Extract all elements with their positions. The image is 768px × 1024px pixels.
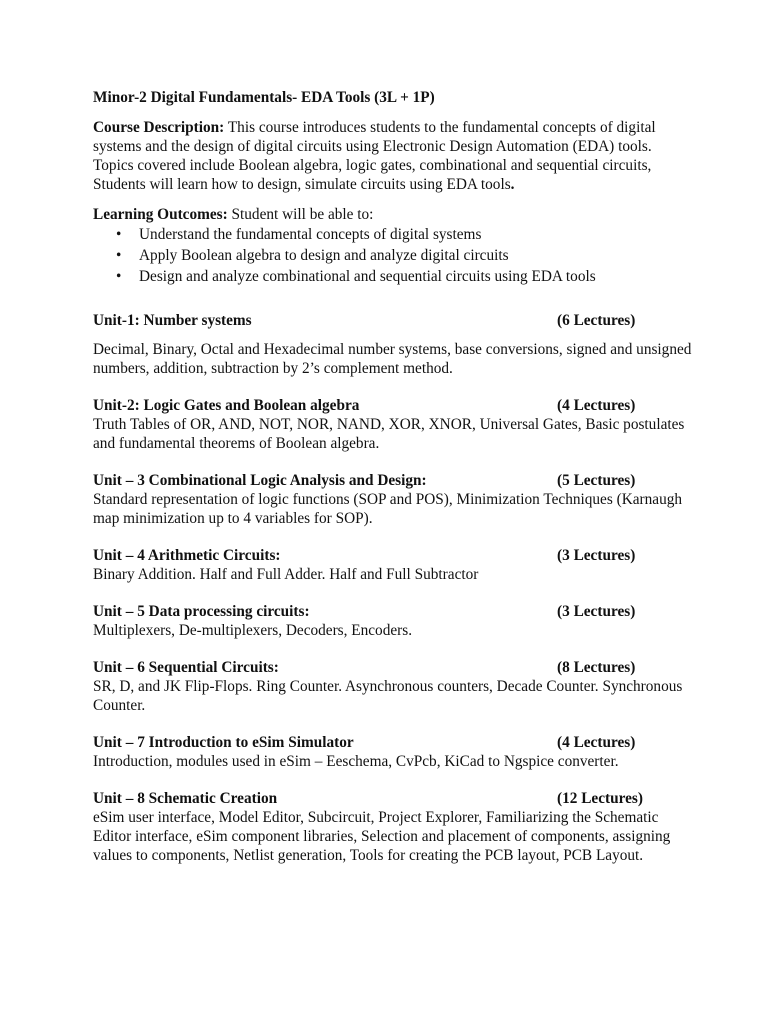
outcome-item bbox=[93, 245, 693, 266]
unit-2-section bbox=[93, 396, 693, 453]
outcome-item bbox=[93, 224, 693, 245]
bullet-icon: • bbox=[116, 268, 122, 285]
unit-lectures: (3 Lectures) bbox=[557, 547, 636, 564]
course-description-text: This course introduces students to the fundamental concepts of digital systems and the design of digital circuits using Electronic Design Automation (EDA) tools. Topics covered include Boolean algebra, logic gates, combinational and sequential circuits, Students will learn how to design, simulate circuits using EDA tools bbox=[93, 119, 656, 193]
learning-outcomes bbox=[93, 205, 693, 287]
learning-outcomes-heading bbox=[93, 205, 693, 224]
course-description-end: . bbox=[510, 176, 515, 193]
unit-content: eSim user interface, Model Editor, Subcircuit, Project Explorer, Familiarizing the Schematic Editor interface, eSim component libraries, Selection and placement of components, assigning values to components, Netlist generation, Tools for creating the PCB layout, PCB Layout. bbox=[93, 809, 671, 864]
learning-outcomes-intro: Student will be able to: bbox=[227, 206, 374, 223]
unit-content: Binary Addition. Half and Full Adder. Half and Full Subtractor bbox=[93, 566, 479, 583]
unit-lectures: (4 Lectures) bbox=[557, 734, 636, 751]
course-description bbox=[93, 118, 693, 194]
course-title: Minor-2 Digital Fundamentals- EDA Tools (3L + 1P) bbox=[93, 89, 435, 106]
outcome-text: Apply Boolean algebra to design and analyze digital circuits bbox=[139, 247, 509, 264]
unit-heading bbox=[93, 658, 693, 677]
unit-title: Unit-1: Number systems bbox=[93, 312, 252, 329]
unit-heading bbox=[93, 471, 693, 490]
document-page bbox=[93, 88, 693, 865]
learning-outcomes-list bbox=[93, 224, 693, 287]
unit-7-section bbox=[93, 733, 693, 771]
unit-lectures: (3 Lectures) bbox=[557, 603, 636, 620]
unit-3-section bbox=[93, 471, 693, 528]
unit-6-section bbox=[93, 658, 693, 715]
unit-8-section bbox=[93, 789, 693, 865]
unit-heading bbox=[93, 789, 693, 808]
unit-title: Unit – 6 Sequential Circuits: bbox=[93, 659, 279, 676]
bullet-icon: • bbox=[116, 226, 122, 243]
unit-heading bbox=[93, 602, 693, 621]
unit-content: Decimal, Binary, Octal and Hexadecimal number systems, base conversions, signed and unsigned numbers, addition, subtraction by 2’s complement method. bbox=[93, 341, 692, 377]
outcome-item bbox=[93, 266, 693, 287]
unit-lectures: (4 Lectures) bbox=[557, 397, 636, 414]
learning-outcomes-label: Learning Outcomes: bbox=[93, 206, 228, 223]
unit-content: Truth Tables of OR, AND, NOT, NOR, NAND, XOR, XNOR, Universal Gates, Basic postulates and fundamental theorems of Boolean algebra. bbox=[93, 416, 685, 452]
unit-title: Unit – 5 Data processing circuits: bbox=[93, 603, 310, 620]
unit-content: Standard representation of logic functions (SOP and POS), Minimization Techniques (Karnaugh map minimization up to 4 variables for SOP). bbox=[93, 491, 683, 527]
unit-4-section bbox=[93, 546, 693, 584]
unit-content: Multiplexers, De-multiplexers, Decoders, Encoders. bbox=[93, 622, 413, 639]
bullet-icon: • bbox=[116, 247, 122, 264]
unit-heading bbox=[93, 733, 693, 752]
unit-1-section bbox=[93, 311, 693, 378]
unit-lectures: (12 Lectures) bbox=[557, 790, 643, 807]
unit-title: Unit – 8 Schematic Creation bbox=[93, 790, 278, 807]
unit-content: Introduction, modules used in eSim – Eeschema, CvPcb, KiCad to Ngspice converter. bbox=[93, 753, 619, 770]
unit-title: Unit – 4 Arithmetic Circuits: bbox=[93, 547, 281, 564]
unit-heading bbox=[93, 546, 693, 565]
unit-5-section bbox=[93, 602, 693, 640]
unit-heading bbox=[93, 311, 693, 330]
outcome-text: Design and analyze combinational and sequential circuits using EDA tools bbox=[139, 268, 596, 285]
unit-title: Unit – 3 Combinational Logic Analysis and Design: bbox=[93, 472, 427, 489]
unit-heading bbox=[93, 396, 693, 415]
unit-lectures: (8 Lectures) bbox=[557, 659, 636, 676]
unit-content: SR, D, and JK Flip-Flops. Ring Counter. Asynchronous counters, Decade Counter. Synchronous Counter. bbox=[93, 678, 683, 714]
course-description-label: Course Description: bbox=[93, 119, 225, 136]
unit-title: Unit-2: Logic Gates and Boolean algebra bbox=[93, 397, 360, 414]
unit-lectures: (6 Lectures) bbox=[557, 312, 636, 329]
outcome-text: Understand the fundamental concepts of digital systems bbox=[139, 226, 482, 243]
unit-lectures: (5 Lectures) bbox=[557, 472, 636, 489]
unit-title: Unit – 7 Introduction to eSim Simulator bbox=[93, 734, 354, 751]
